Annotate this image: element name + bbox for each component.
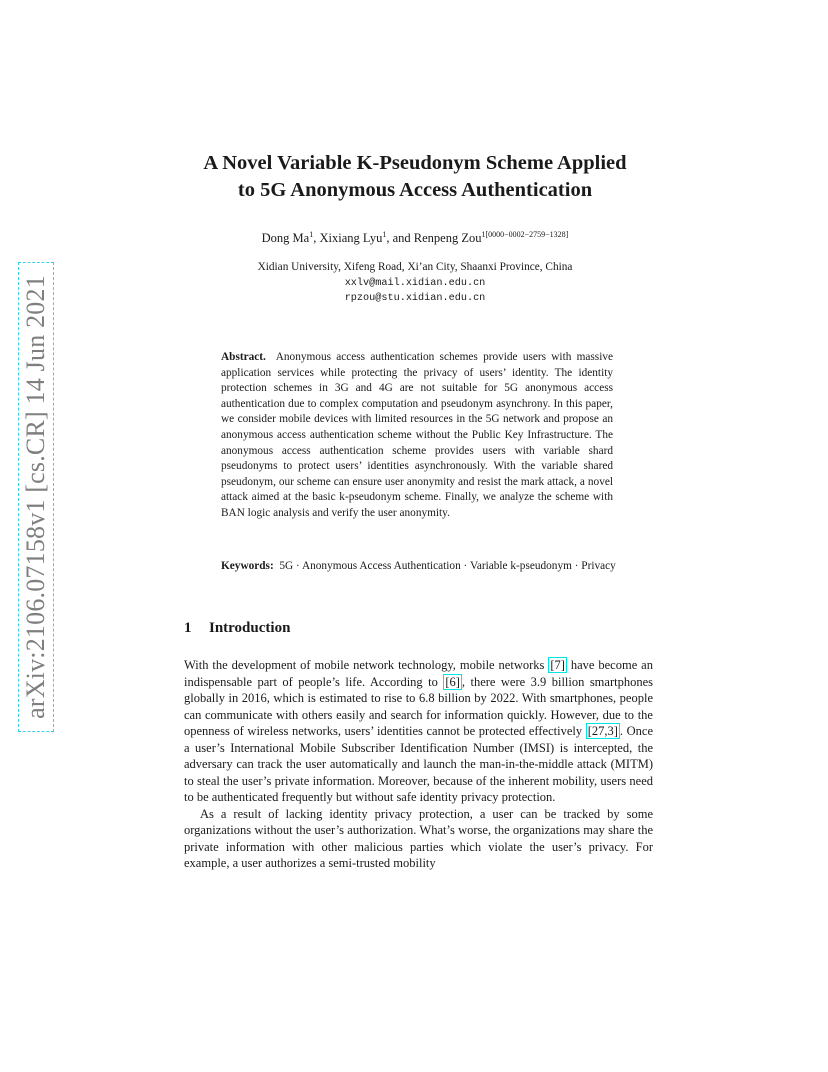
paragraph-text: . Once a user’s International Mobile Subscriber Identification Number (IMSI) is intercepted, the adversary can track the user automatically and launch the man-in-the-middle attack (MITM) to steal the user’s private information. Moreover, because of the inherent mobility, users need to be authenticated frequently but without safe identity privacy protection. (184, 724, 654, 804)
keywords-text: 5G · Anonymous Access Authentication · Variable k-pseudonym · Privacy (279, 560, 616, 572)
author-2-affil-mark: 1 (382, 230, 387, 239)
author-2: Xixiang Lyu (319, 231, 383, 246)
paragraph-2: As a result of lacking identity privacy protection, a user can be tracked by some organizations without the user’s authorization. What’s worse, the organizations may share the private information with other malicious parties which violate the user’s privacy. For example, a user authorizes a semi-trusted mobility (184, 806, 653, 870)
author-3-orcid-mark: 1[0000−0002−2759−1328] (481, 230, 569, 239)
section-heading-introduction (184, 620, 290, 637)
citation-link[interactable]: [27,3] (587, 724, 618, 738)
author-3: Renpeng Zou (413, 231, 482, 246)
paragraph-text: With the development of mobile network technology, mobile networks (184, 658, 549, 672)
section-number: 1 (184, 620, 192, 636)
abstract-label: Abstract. (221, 351, 266, 363)
abstract (221, 350, 613, 522)
paragraph-1 (184, 657, 653, 806)
arxiv-identifier: arXiv:2106.07158v1 [cs.CR] 14 Jun 2021 (21, 275, 50, 719)
author-separator: , and (386, 231, 414, 246)
author-list (150, 230, 680, 246)
paragraph-text: , there were 3.9 billion smartphones globally in 2016, which is estimated to rise to 6.8 billion by 2022. With smartphones, people can communicate with others easily and search for information quickly. However, due to the openness of wireless networks, users’ identities cannot be protected effectively (184, 674, 654, 738)
email-2[interactable]: rpzou@stu.xidian.edu.cn (344, 293, 486, 304)
citation-link[interactable]: [6] (445, 674, 460, 689)
author-1: Dong Ma (261, 231, 310, 246)
author-1-affil-mark: 1 (309, 230, 314, 239)
abstract-text: Anonymous access authentication schemes provide users with massive application services while protecting the privacy of users’ identity. The identity protection schemes in 3G and 4G are not suitable for 5G anonymous access authentication due to complex computation and pseudonym asynchrony. In this paper, we consider mobile devices with limited resources in the 5G network and propose an anonymous access authentication scheme without the Public Key Infrastructure. The anonymous access authentication scheme provides users with variable shard pseudonyms to protect users’ identities asynchronously. With the variable shared pseudonym, our scheme can ensure user anonymity and resist the mark attack, a novel attack aimed at the basic k-pseudonym scheme. Finally, we analyze the scheme with BAN logic analysis and verify the user anonymity. (221, 351, 613, 519)
paragraph-text: have become an indispensable part of people’s life. According to (184, 658, 653, 689)
keywords-label: Keywords: (221, 560, 274, 572)
title-line-2: to 5G Anonymous Access Authentication (237, 179, 593, 201)
arxiv-side-stamp[interactable] (18, 262, 54, 732)
citation-link[interactable]: [7] (550, 658, 565, 672)
affiliation: Xidian University, Xifeng Road, Xi’an City, Shaanxi Province, China (257, 261, 573, 273)
author-separator: , (313, 231, 320, 246)
email-1[interactable]: xxlv@mail.xidian.edu.cn (344, 277, 486, 289)
title-line-1: A Novel Variable K-Pseudonym Scheme Applied (203, 152, 627, 174)
paper-title (150, 150, 680, 204)
affiliation-block (150, 260, 680, 307)
section-title: Introduction (209, 620, 291, 636)
introduction-body (184, 657, 653, 872)
keywords (221, 559, 635, 575)
